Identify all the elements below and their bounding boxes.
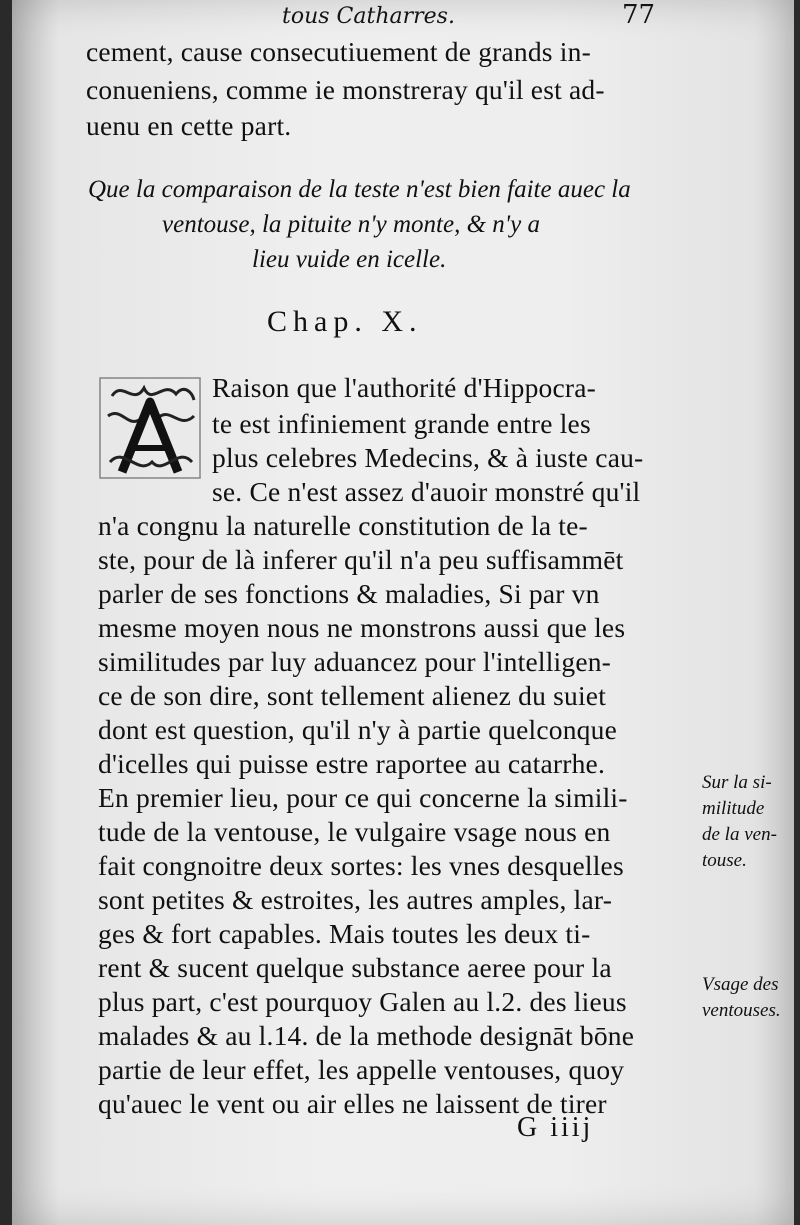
margin-note-similitude (702, 770, 777, 874)
ornamental-initial-icon (98, 376, 202, 480)
body-line: dont est question, qu'il n'y à partie quelconque (98, 714, 617, 745)
body-line: ce de son dire, sont tellement alienez du suiet (98, 680, 607, 711)
body-line: tude de la ventouse, le vulgaire vsage nous en (98, 816, 611, 847)
page-number: 77 (622, 0, 656, 30)
body-line: conueniens, comme ie monstreray qu'il est ad- (86, 74, 605, 105)
signature-mark: G iiij (517, 1112, 594, 1143)
body-line: mesme moyen nous ne monstrons aussi que les (98, 612, 626, 643)
body-line: n'a congnu la naturelle constitution de la te- (98, 510, 588, 541)
page-edge-shadow (0, 0, 12, 1225)
chapter-heading: Chap. X. (267, 305, 423, 338)
body-line: plus celebres Medecins, & à iuste cau- (212, 442, 644, 473)
running-title: tous Catharres. (282, 4, 455, 29)
body-line: similitudes par luy aduancez pour l'intelligen- (98, 646, 612, 677)
body-line: Raison que l'authorité d'Hippocra- (212, 372, 597, 403)
body-line: partie de leur effet, les appelle ventouses, quoy (98, 1054, 625, 1085)
body-line: rent & sucent quelque substance aeree pour la (98, 952, 612, 983)
body-line: se. Ce n'est assez d'auoir monstré qu'il (212, 476, 641, 507)
section-heading-line: Que la comparaison de la teste n'est bien faite auec la (88, 176, 631, 203)
body-line: uenu en cette part. (86, 110, 292, 141)
margin-note-line: Vsage des (702, 974, 779, 995)
body-line: fait congnoitre deux sortes: les vnes desquelles (98, 850, 624, 881)
margin-note-line: Sur la si- (702, 772, 772, 793)
body-line: d'icelles qui puisse estre raportee au catarrhe. (98, 748, 606, 779)
section-heading-line: lieu vuide en icelle. (252, 246, 447, 273)
body-line: qu'auec le vent ou air elles ne laissent de tirer (98, 1088, 607, 1119)
section-heading-line: ventouse, la pituite n'y monte, & n'y a (162, 211, 540, 238)
body-line: sont petites & estroites, les autres amples, lar- (98, 884, 613, 915)
margin-note-line: touse. (702, 850, 747, 871)
body-line: ges & fort capables. Mais toutes les deux ti- (98, 918, 591, 949)
margin-note-line: militude (702, 798, 765, 819)
body-line: plus part, c'est pourquoy Galen au l.2. des lieus (98, 986, 627, 1017)
body-line: En premier lieu, pour ce qui concerne la simili- (98, 782, 628, 813)
bleed-through-texture (312, 110, 652, 111)
body-line: te est infiniement grande entre les (212, 408, 591, 439)
book-page (12, 0, 794, 1225)
margin-note-usage (702, 972, 781, 1024)
body-line: parler de ses fonctions & maladies, Si par vn (98, 578, 600, 609)
body-line: malades & au l.14. de la methode designāt bōne (98, 1020, 635, 1051)
margin-note-line: ventouses. (702, 1000, 781, 1021)
margin-note-line: de la ven- (702, 824, 777, 845)
body-line: cement, cause consecutiuement de grands in- (86, 36, 591, 67)
ornamental-initial-a (98, 376, 202, 480)
body-line: ste, pour de là inferer qu'il n'a peu suffisammēt (98, 544, 624, 575)
